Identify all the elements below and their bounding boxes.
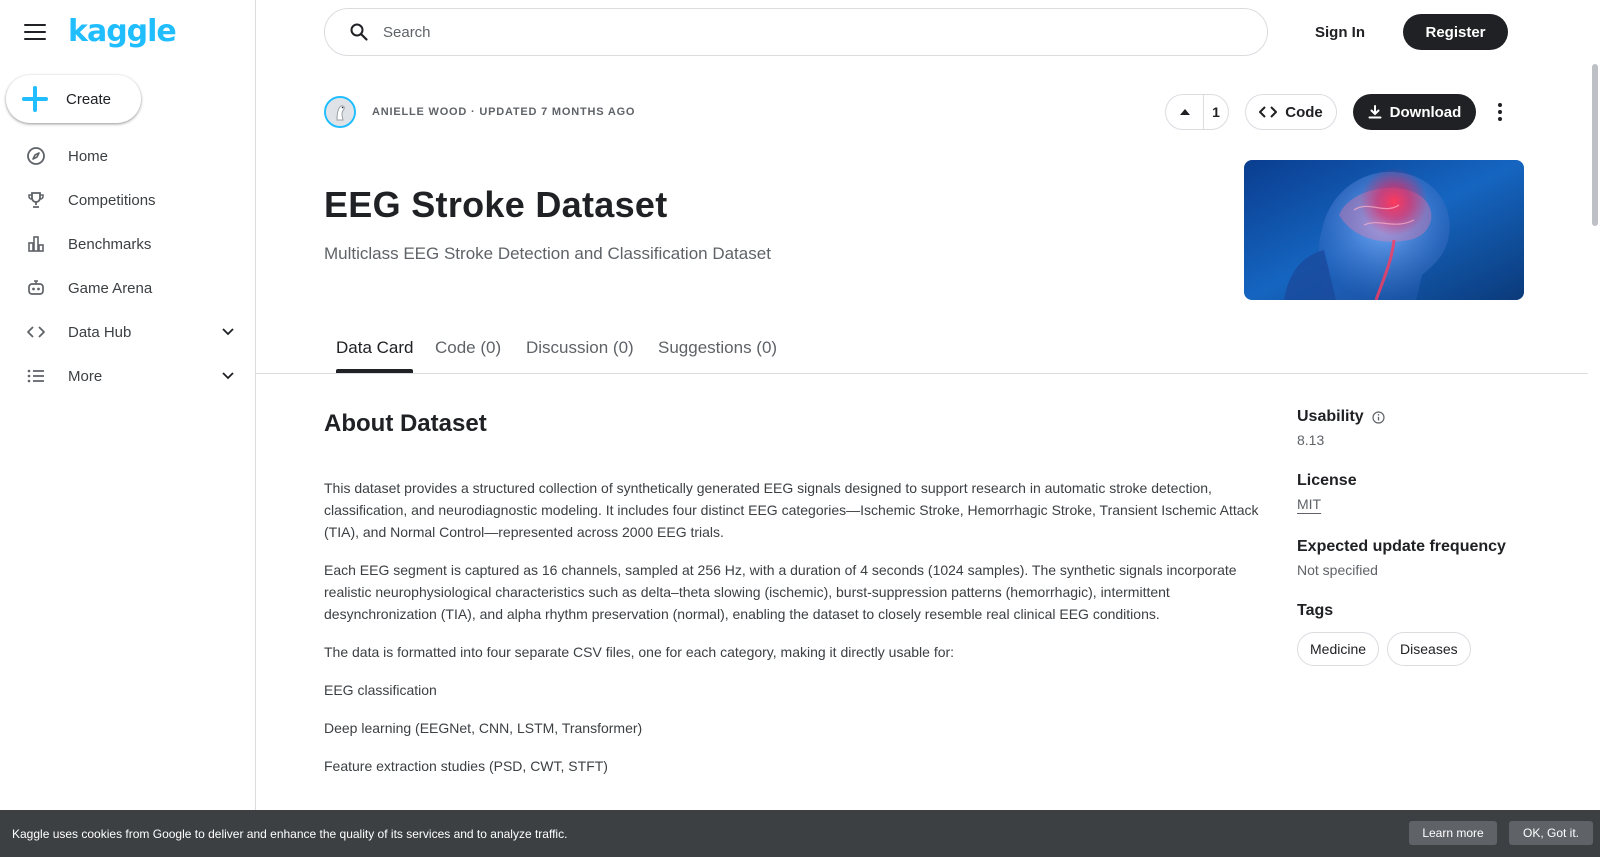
download-button[interactable] [1353, 94, 1476, 130]
upvote-count: 1 [1212, 104, 1220, 120]
sidebar-item-more[interactable] [0, 354, 256, 398]
code-brackets-icon [26, 322, 46, 342]
author-meta: ANIELLE WOOD · UPDATED 7 MONTHS AGO [372, 106, 636, 118]
tags-heading [1297, 602, 1537, 620]
sidebar-item-benchmarks[interactable] [0, 222, 256, 266]
sidebar-item-label: Data Hub [68, 323, 132, 341]
sidebar-item-label: Game Arena [68, 279, 153, 297]
cookie-banner [0, 810, 1600, 857]
frequency-label: Expected update frequency [1297, 538, 1506, 555]
tab-data-card[interactable]: Data Card [336, 330, 413, 374]
sidebar-item-competitions[interactable] [0, 178, 256, 222]
brand [24, 14, 176, 50]
code-button[interactable] [1245, 94, 1337, 130]
list-icon [26, 366, 46, 386]
description-paragraph: The data is formatted into four separate CSV files, one for each category, making it directly usable for: [324, 644, 955, 660]
download-icon [1368, 105, 1382, 119]
bar-chart-icon [26, 234, 46, 254]
description-paragraph: This dataset provides a structured collection of synthetically generated EEG signals designed to support research in automatic stroke detection, classification, and neurodiagnostic modeling. It includes four distinct EEG categories—Ischemic Stroke, Hemorrhagic Stroke, Transient Ischemic Attack (TIA), and Normal Control—represented across 2000 EEG trials. [324, 480, 1259, 540]
search-input[interactable] [383, 24, 1183, 41]
sidebar-item-game-arena[interactable] [0, 266, 256, 310]
sign-in-button[interactable]: Sign In [1315, 23, 1365, 41]
description-paragraph: Deep learning (EEGNet, CNN, LSTM, Transformer) [324, 720, 643, 736]
description-paragraph: EEG classification [324, 682, 437, 698]
search-icon [349, 22, 369, 42]
frequency-value: Not specified [1297, 562, 1378, 578]
dataset-tabs [256, 330, 1588, 374]
compass-icon [26, 146, 46, 166]
usability-heading [1297, 408, 1537, 426]
trophy-icon [26, 190, 46, 210]
download-button-label: Download [1389, 103, 1462, 121]
code-button-label: Code [1285, 103, 1323, 121]
plus-icon [22, 86, 48, 112]
code-brackets-icon [1259, 105, 1277, 119]
frequency-heading [1297, 538, 1537, 556]
sidebar-item-label: Competitions [68, 191, 156, 209]
sidebar-item-label: Benchmarks [68, 235, 152, 253]
menu-icon[interactable] [24, 24, 46, 40]
description-paragraph: Each EEG segment is captured as 16 channels, sampled at 256 Hz, with a duration of 4 seconds (1024 samples). The synthetic signals incorporate realistic neurophysiological characteristics such as delta–theta slowing (ischemic), burst-suppression patterns (hemorrhagic), intermittent desynchronization (TIA), and alpha rhythm preservation (normal), enabling the dataset to closely resemble real clinical EEG conditions. [324, 562, 1237, 622]
sidebar-item-label: More [68, 367, 103, 385]
tab-code[interactable]: Code (0) [435, 338, 502, 357]
sidebar-item-label: Home [68, 147, 109, 165]
upvote-control [1165, 94, 1229, 130]
sidebar-nav [0, 134, 256, 398]
learn-more-button[interactable]: Learn more [1409, 821, 1497, 845]
sidebar-item-home[interactable] [0, 134, 256, 178]
sidebar [0, 0, 256, 857]
license-label: License [1297, 472, 1357, 489]
dataset-description [324, 477, 1279, 793]
tab-discussion[interactable]: Discussion (0) [526, 338, 634, 357]
register-button[interactable]: Register [1403, 14, 1508, 50]
page-scrollbar[interactable] [1588, 0, 1600, 810]
robot-icon [26, 278, 46, 298]
description-paragraph: Feature extraction studies (PSD, CWT, STFT) [324, 758, 608, 774]
dataset-subtitle: Multiclass EEG Stroke Detection and Classification Dataset [324, 244, 771, 263]
ok-got-it-button[interactable]: OK, Got it. [1509, 821, 1593, 845]
dataset-title: EEG Stroke Dataset [324, 184, 668, 225]
chevron-down-icon[interactable] [220, 368, 236, 384]
about-heading: About Dataset [324, 410, 487, 437]
avatar[interactable] [324, 96, 356, 128]
scrollbar-thumb[interactable] [1592, 64, 1598, 226]
metadata-panel [1297, 408, 1537, 666]
license-link[interactable]: MIT [1297, 496, 1322, 512]
sidebar-item-data-hub[interactable] [0, 310, 256, 354]
kaggle-logo[interactable]: kaggle [68, 14, 176, 49]
tag-diseases[interactable]: Diseases [1387, 632, 1471, 666]
upvote-button[interactable] [1166, 95, 1204, 129]
bird-avatar-icon [326, 98, 354, 126]
tab-suggestions[interactable]: Suggestions (0) [658, 338, 778, 357]
tag-list [1297, 632, 1537, 666]
brain-stroke-illustration [1244, 160, 1524, 300]
info-icon[interactable] [1372, 411, 1385, 424]
search-bar[interactable] [324, 8, 1268, 56]
create-label: Create [66, 90, 112, 108]
cover-image [1244, 160, 1524, 300]
chevron-down-icon[interactable] [220, 324, 236, 340]
usability-value: 8.13 [1297, 432, 1325, 448]
create-button[interactable] [6, 75, 141, 123]
tags-label: Tags [1297, 602, 1334, 619]
license-heading [1297, 472, 1537, 490]
usability-label: Usability [1297, 408, 1364, 425]
tag-medicine[interactable]: Medicine [1297, 632, 1379, 666]
more-options-icon[interactable] [1488, 94, 1512, 130]
caret-up-icon [1179, 108, 1191, 116]
cookie-text: Kaggle uses cookies from Google to deliver and enhance the quality of its services and to analyze traffic. [12, 826, 568, 841]
